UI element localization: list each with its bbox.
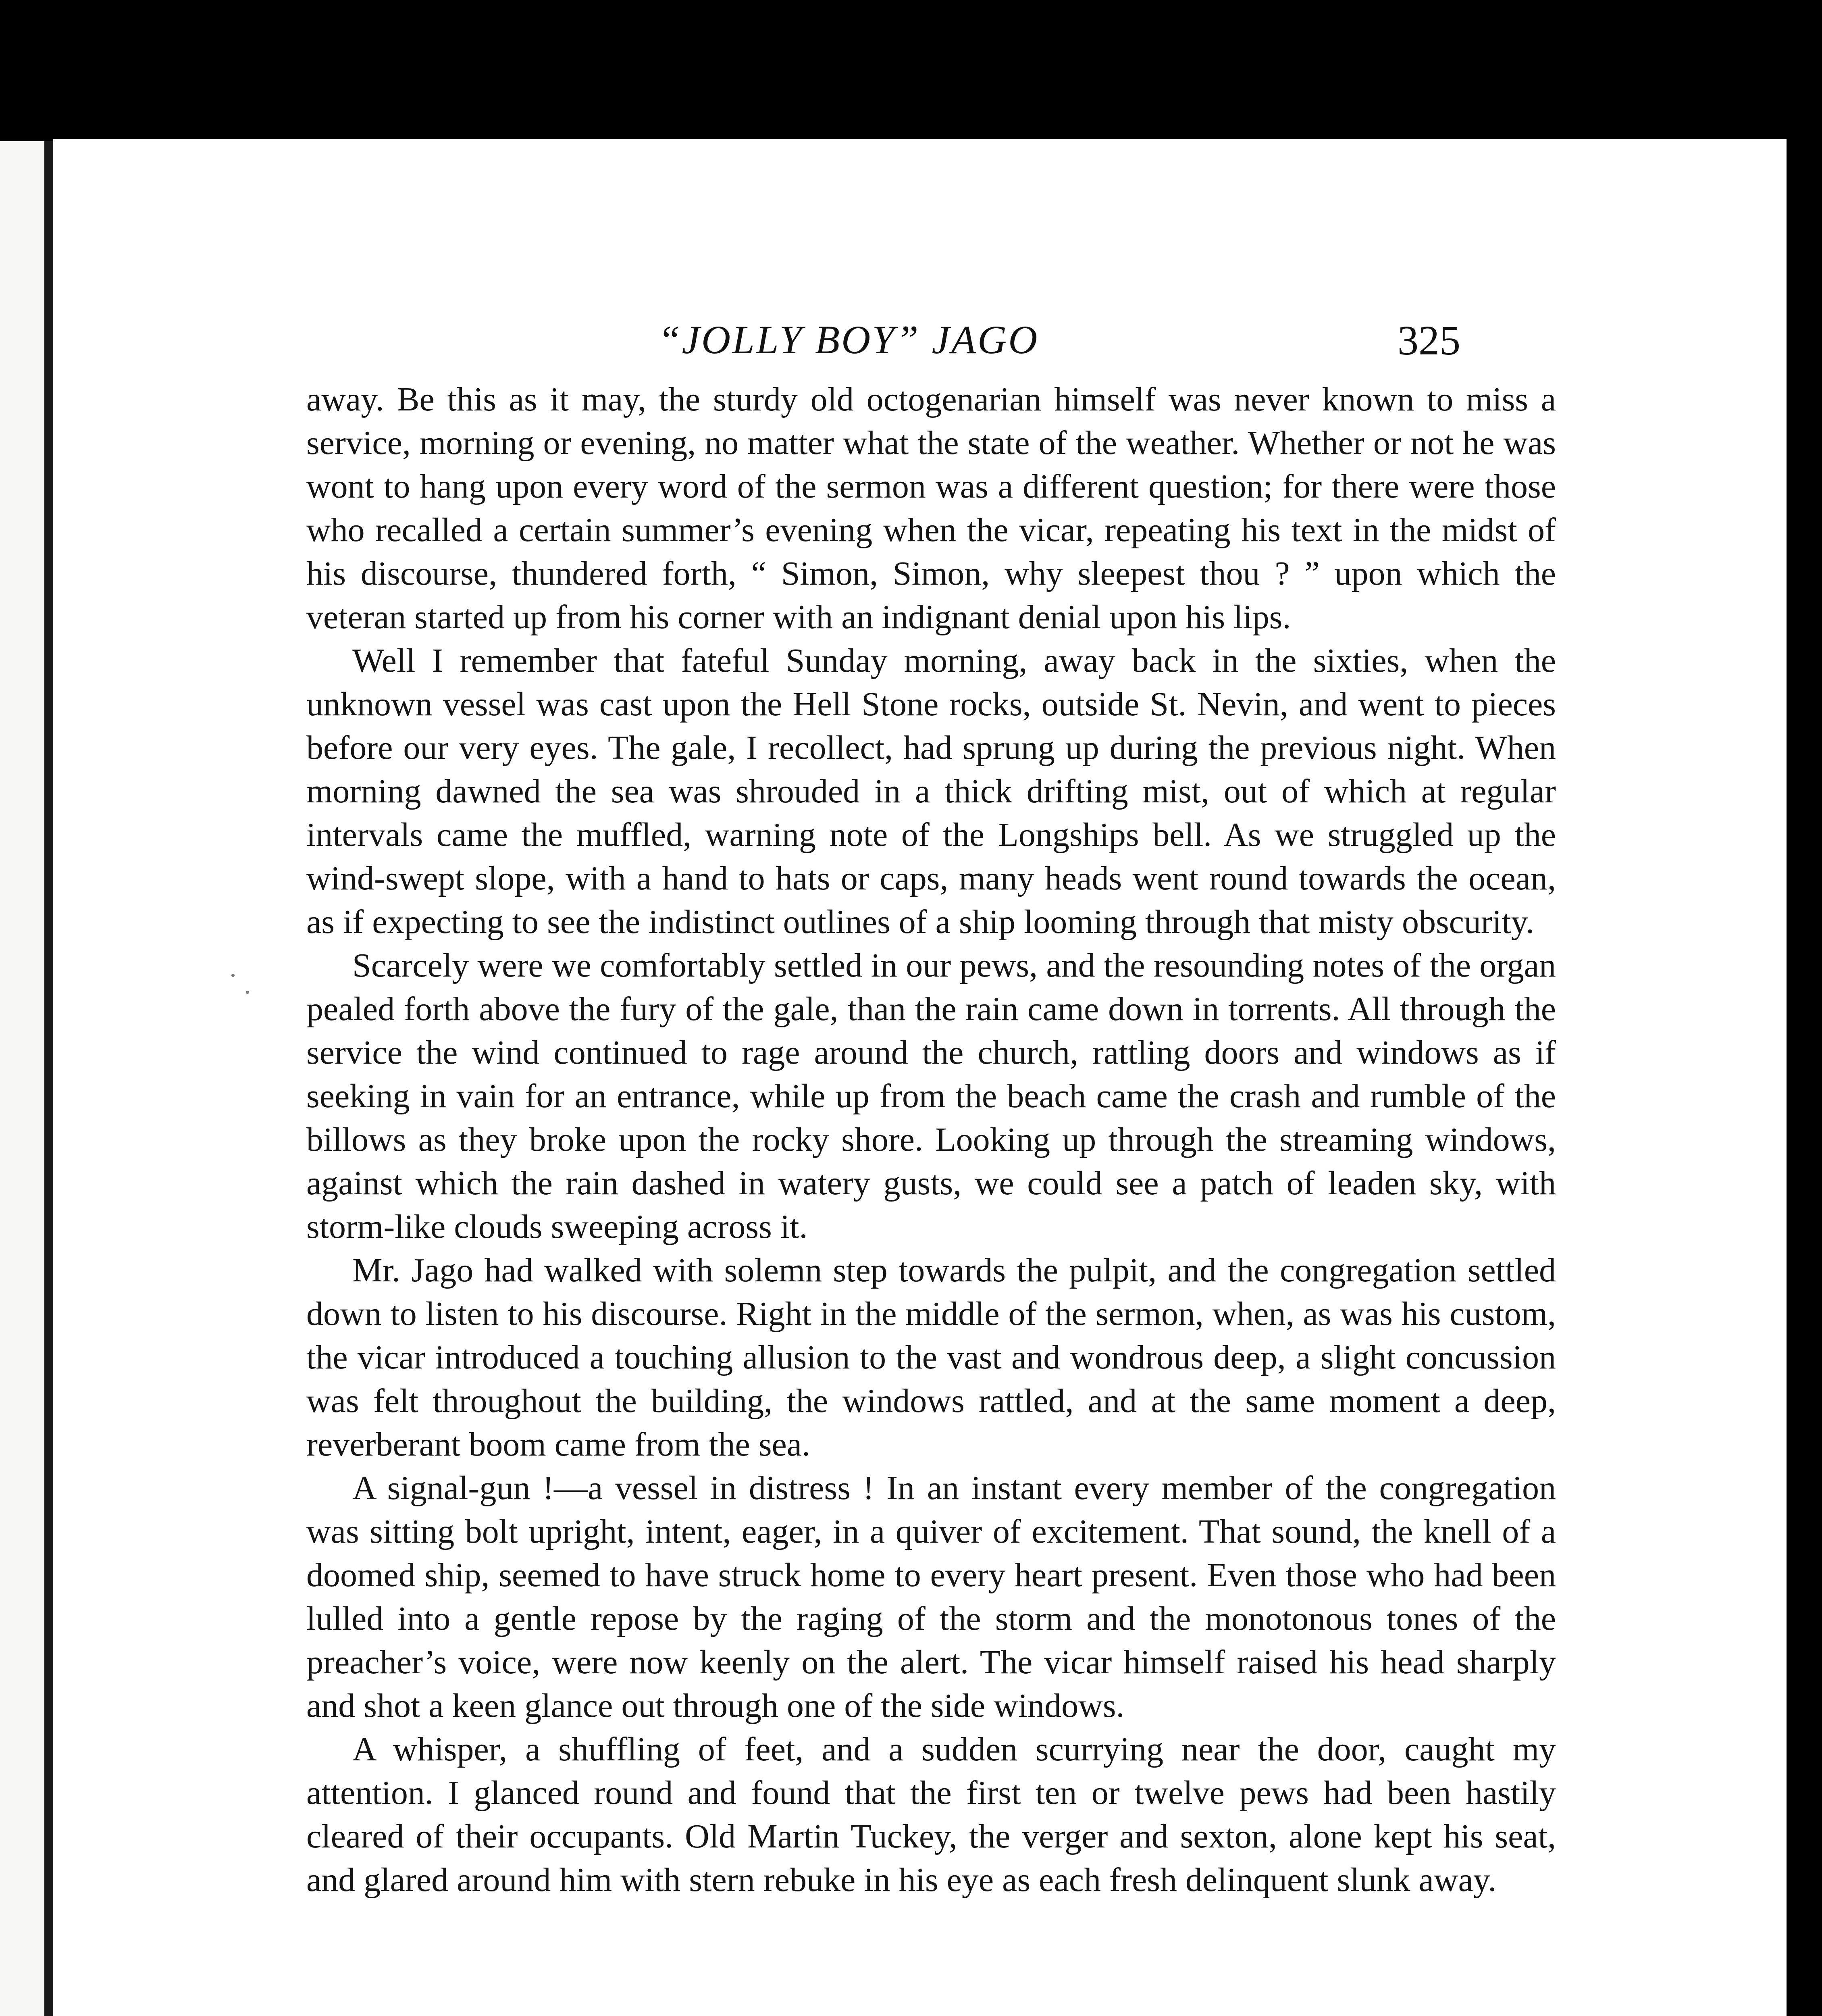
book-spine-shadow bbox=[44, 141, 53, 2016]
body-text bbox=[306, 378, 1556, 1902]
page-number: 325 bbox=[1398, 317, 1460, 364]
paragraph: Mr. Jago had walked with solemn step towards the pulpit, and the congregation settled down to listen to his discourse. Right in the middle of the sermon, when, as was his custom, the vicar introduced a touching allusion to the vast and wondrous deep, a slight concussion was felt throughout the building, the windows rattled, and at the same moment a deep, reverberant boom came from the sea. bbox=[306, 1252, 1556, 1463]
running-head bbox=[53, 317, 1787, 377]
book-page bbox=[53, 139, 1787, 2016]
paragraph: Well I remember that fateful Sunday morning, away back in the sixties, when the unknown vessel was cast upon the Hell Stone rocks, outside St. Nevin, and went to pieces before our very eyes. The gale, I recollect, had sprung up during the previous night. When morning dawned the sea was shrouded in a thick drifting mist, out of which at regular intervals came the muffled, warning note of the Longships bell. As we struggled up the wind-swept slope, with a hand to hats or caps, many heads went round towards the ocean, as if expecting to see the indistinct outlines of a ship looming through that misty obscurity. bbox=[306, 642, 1556, 941]
dust-speck bbox=[246, 991, 249, 994]
paragraph: Scarcely were we comfortably settled in our pews, and the resounding notes of the organ pealed forth above the fury of the gale, than the rain came down in torrents. All through the service the wind continued to rage around the church, rattling doors and windows as if seeking in vain for an entrance, while up from the beach came the crash and rumble of the billows as they broke upon the rocky shore. Looking up through the streaming windows, against which the rain dashed in watery gusts, we could see a patch of leaden sky, with storm-like clouds sweeping across it. bbox=[306, 947, 1556, 1245]
paragraph: A signal-gun !—a vessel in distress ! In an instant every member of the congregation was sitting bolt upright, intent, eager, in a quiver of excitement. That sound, the knell of a doomed ship, seemed to have struck home to every heart present. Even those who had been lulled into a gentle repose by the raging of the storm and the monotonous tones of the preacher’s voice, were now keenly on the alert. The vicar himself raised his head sharply and shot a keen glance out through one of the side windows. bbox=[306, 1469, 1556, 1724]
paragraph-continued: away. Be this as it may, the sturdy old octogenarian himself was never known to miss a service, morning or evening, no matter what the state of the weather. Whether or not he was wont to hang upon every word of the sermon was a different question; for there were those who recalled a certain summer’s evening when the vicar, repeating his text in the midst of his discourse, thundered forth, “ Simon, Simon, why sleepest thou ? ” upon which the veteran started up from his corner with an indignant denial upon his lips. bbox=[306, 381, 1556, 636]
facing-page-edge bbox=[0, 141, 44, 2016]
paragraph: A whisper, a shuffling of feet, and a sudden scurrying near the door, caught my attention. I glanced round and found that the first ten or twelve pews had been hastily cleared of their occupants. Old Martin Tuckey, the verger and sexton, alone kept his seat, and glared around him with stern rebuke in his eye as each fresh delinquent slunk away. bbox=[306, 1731, 1556, 1899]
dust-speck bbox=[231, 974, 235, 977]
running-title: “JOLLY BOY” JAGO bbox=[658, 317, 1039, 362]
